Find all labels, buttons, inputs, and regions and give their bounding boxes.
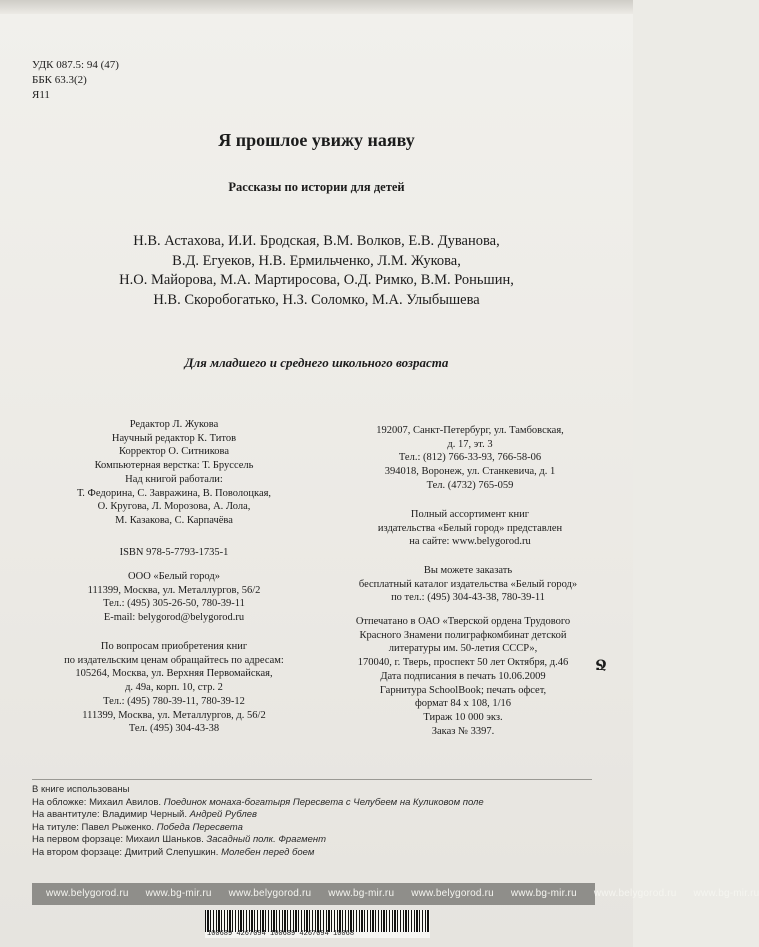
footer-link: www.belygorod.ru — [411, 888, 494, 899]
barcode-number: 100689 4267094 100689 4267094 10068 — [207, 930, 355, 938]
credits-divider — [32, 779, 592, 780]
authors-line: Н.О. Майорова, М.А. Мартиросова, О.Д. Римко, В.М. Роньшин, — [119, 272, 514, 288]
purchase-line: 105264, Москва, ул. Верхняя Первомайская, — [75, 668, 273, 680]
credit-work: Поединок монаха-богатыря Пересвета с Челубеем на Куликовом поле — [163, 796, 484, 808]
assortment-line: на сайте: www.belygorod.ru — [409, 536, 531, 548]
footer-link: www.bg-mir.ru — [693, 888, 759, 899]
credit-line — [32, 834, 484, 847]
printing-line: Гарнитура SchoolBook; печать офсет, — [379, 684, 547, 696]
publisher-line: Тел.: (495) 305-26-50, 780-39-11 — [103, 598, 245, 610]
purchase-line: по издательским ценам обращайтесь по адресам: — [64, 654, 284, 666]
purchase-line: Тел. (495) 304-43-38 — [128, 723, 220, 735]
audience-note: Для младшего и среднего школьного возраста — [184, 355, 449, 370]
assortment-line: издательства «Белый город» представлен — [377, 522, 563, 534]
isbn-number: ISBN 978-5-7793-1735-1 — [119, 547, 229, 558]
authors-line: В.Д. Егуеков, Н.В. Ермильченко, Л.М. Жукова, — [172, 252, 461, 269]
illustration-credits — [32, 784, 484, 860]
website-footer-bar — [32, 883, 759, 905]
regional-line: д. 17, эт. 3 — [447, 438, 493, 450]
purchase-line: 111399, Москва, ул. Металлургов, д. 56/2 — [82, 709, 266, 721]
staff-line: Компьютерная верстка: Т. Бруссель — [94, 460, 254, 472]
authors-line: Н.В. Скоробогатько, Н.З. Соломко, М.А. Улыбышева — [153, 291, 480, 308]
printing-block — [320, 615, 606, 738]
credit-label: На втором форзаце: Дмитрий Слепушкин. — [32, 846, 219, 858]
purchase-block — [40, 640, 308, 736]
catalog-line: по тел.: (495) 304-43-38, 780-39-11 — [391, 592, 545, 604]
printing-line: Отпечатано в ОАО «Тверской ордена Трудового — [355, 616, 571, 627]
staff-line: О. Кругова, Л. Морозова, А. Лола, — [97, 501, 251, 513]
credit-label: На авантитуле: Владимир Черный. — [32, 809, 187, 821]
printing-line: формат 84 х 108, 1/16 — [415, 698, 511, 710]
barcode — [205, 910, 430, 938]
catalog-block — [320, 564, 616, 605]
credit-work: Победа Пересвета — [156, 821, 243, 833]
footer-link: www.bg-mir.ru — [328, 888, 395, 899]
footer-link: www.bg-mir.ru — [145, 888, 212, 899]
staff-line: Редактор Л. Жукова — [129, 419, 219, 430]
catalog-line: бесплатный каталог издательства «Белый город» — [358, 578, 578, 590]
footer-link: www.bg-mir.ru — [510, 888, 577, 899]
authors-list — [0, 232, 633, 310]
author-mark: Я11 — [32, 89, 50, 101]
page-top-shadow — [0, 0, 633, 14]
assortment-block — [330, 508, 610, 549]
udk-code: УДК 087.5: 94 (47) — [32, 59, 119, 71]
assortment-line: Полный ассортимент книг — [410, 509, 530, 520]
staff-line: Т. Федорина, С. Завражина, В. Поволоцкая, — [76, 487, 272, 499]
staff-line: Над книгой работали: — [125, 473, 223, 485]
staff-block — [40, 418, 308, 528]
bbk-code: ББК 63.3(2) — [32, 74, 87, 86]
purchase-line: Тел.: (495) 780-39-11, 780-39-12 — [103, 695, 245, 707]
credit-line — [32, 822, 484, 835]
book-subtitle: Рассказы по истории для детей — [228, 180, 405, 194]
regional-offices-block — [330, 424, 610, 493]
catalog-line: Вы можете заказать — [423, 565, 513, 576]
staff-line: М. Казакова, С. Карпачёва — [115, 514, 233, 526]
purchase-line: д. 49а, корп. 10, стр. 2 — [125, 682, 223, 694]
regional-line: Тел.: (812) 766-33-93, 766-58-06 — [398, 452, 542, 464]
classification-codes — [32, 58, 119, 103]
credit-work: Засадный полк. Фрагмент — [206, 834, 327, 846]
credit-line — [32, 809, 484, 822]
printing-line: Тираж 10 000 экз. — [423, 711, 503, 723]
publisher-line: 111399, Москва, ул. Металлургов, 56/2 — [87, 584, 261, 596]
printing-line: Заказ № 3397. — [431, 725, 495, 737]
credit-label: На титуле: Павел Рыженко. — [32, 821, 154, 833]
printing-line: 170040, г. Тверь, проспект 50 лет Октября, д.46 — [357, 657, 569, 669]
credits-heading: В книге использованы — [32, 784, 130, 795]
publisher-block — [40, 570, 308, 625]
publisher-email: E-mail: belygorod@belygorod.ru — [103, 612, 245, 624]
credit-work: Андрей Рублев — [189, 809, 257, 821]
credit-work: Молебен перед боем — [221, 846, 315, 858]
regional-line: Тел. (4732) 765-059 — [426, 479, 514, 491]
printing-line: литературы им. 50-летия СССР», — [388, 643, 538, 655]
footer-link: www.belygorod.ru — [46, 888, 129, 899]
barcode-bars — [205, 910, 430, 932]
footer-link: www.belygorod.ru — [593, 888, 677, 899]
staff-line: Научный редактор К. Титов — [111, 432, 237, 444]
printing-line: Красного Знамени полиграфкомбинат детской — [359, 629, 567, 641]
printing-line: Дата подписания в печать 10.06.2009 — [380, 670, 546, 682]
credit-line — [32, 797, 484, 810]
credit-line — [32, 847, 484, 860]
purchase-line: По вопросам приобретения книг — [100, 641, 248, 652]
regional-line: 192007, Санкт-Петербург, ул. Тамбовская, — [376, 425, 564, 436]
staff-line: Корректор О. Ситникова — [118, 446, 229, 458]
regional-line: 394018, Воронеж, ул. Станкевича, д. 1 — [384, 466, 556, 478]
credit-label: На обложке: Михаил Авилов. — [32, 796, 162, 808]
book-title: Я прошлое увижу наяву — [218, 130, 415, 150]
edge-mark: Ջ — [595, 659, 607, 674]
footer-link: www.belygorod.ru — [228, 888, 312, 899]
publisher-line: ООО «Белый город» — [128, 571, 220, 582]
credit-label: На первом форзаце: Михаил Шаньков. — [32, 834, 204, 846]
authors-line: Н.В. Астахова, И.И. Бродская, В.М. Волков, Е.В. Дуванова, — [133, 233, 500, 249]
